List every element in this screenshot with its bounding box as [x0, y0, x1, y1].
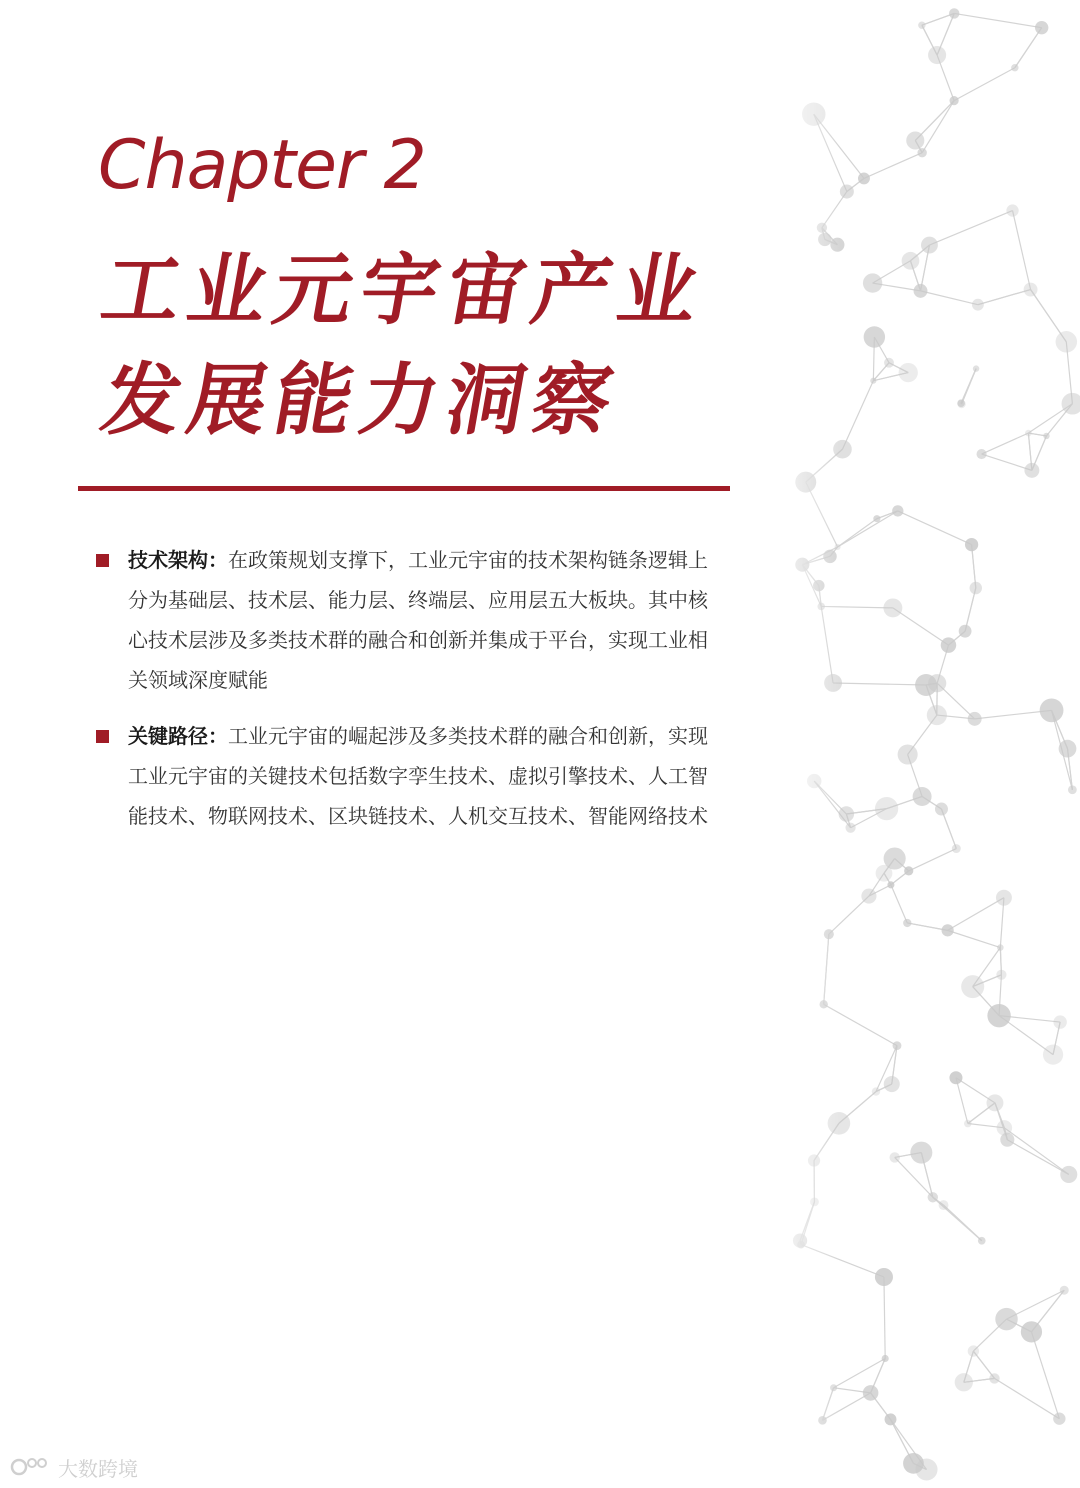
- watermark: [10, 1452, 138, 1482]
- square-bullet-icon: [96, 730, 109, 743]
- watermark-logo-icon: [10, 1455, 52, 1479]
- bullet-key: 关键路径：: [128, 724, 228, 748]
- bullet-body: 工业元宇宙的崛起涉及多类技术群的融合和创新，实现工业元宇宙的关键技术包括数字孪生技术、虚拟引擎技术、人工智能技术、物联网技术、区块链技术、人机交互技术、智能网络技术: [128, 724, 708, 828]
- bullet-text: [128, 540, 716, 700]
- bullet-text: [128, 716, 716, 836]
- bullet-list: [96, 540, 716, 852]
- bullet-item-tech-architecture: [96, 540, 716, 700]
- bullet-item-key-path: [96, 716, 716, 836]
- watermark-text: 大数跨境: [58, 1456, 138, 1481]
- chapter-title-line-2: 发展能力洞察: [94, 356, 627, 446]
- title-divider: [78, 486, 730, 491]
- bullet-body: 在政策规划支撑下，工业元宇宙的技术架构链条逻辑上分为基础层、技术层、能力层、终端层、应用层五大板块。其中核心技术层涉及多类技术群的融合和创新并集成于平台，实现工业相关领域深度赋能: [128, 548, 708, 692]
- square-bullet-icon: [96, 554, 109, 567]
- chapter-title-line-1: 工业元宇宙产业: [94, 246, 713, 336]
- chapter-label: Chapter 2: [98, 126, 426, 205]
- network-decoration: [760, 0, 1080, 1488]
- bullet-key: 技术架构：: [128, 548, 228, 572]
